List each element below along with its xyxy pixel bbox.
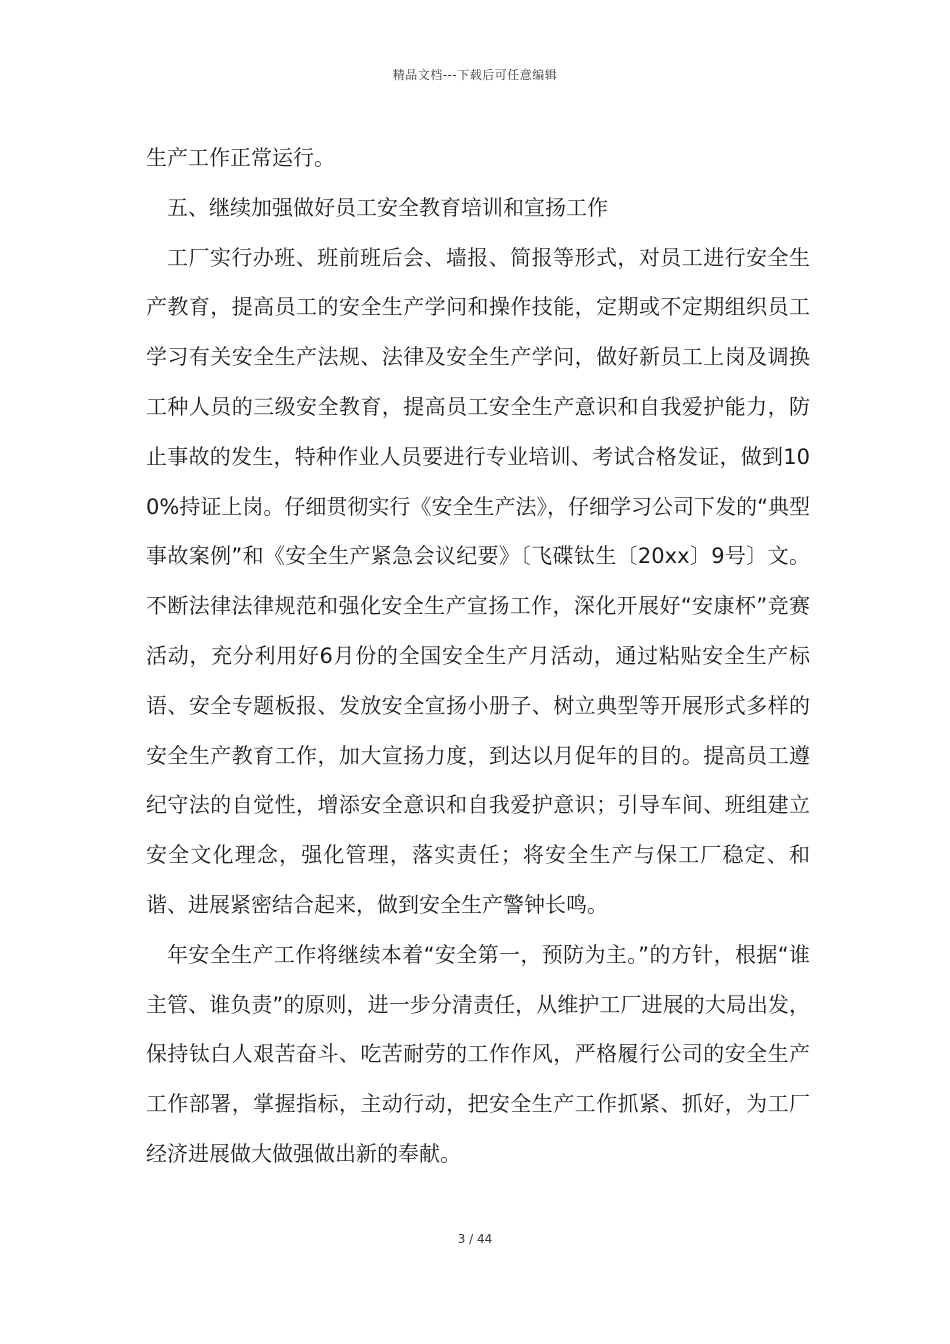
paragraph-training: 工厂实行办班、班前班后会、墙报、简报等形式，对员工进行安全生产教育，提高员工的安全生产学问和操作技能，定期或不定期组织员工学习有关安全生产法规、法律及安全生产学问，做好新员工上岗及调换工种人员的三级安全教育，提高员工安全生产意识和自我爱护能力，防止事故的发生，特种作业人员要进行专业培训、考试合格发证，做到100%持证上岗。仔细贯彻实行《安全生产法》，仔细学习公司下发的“典型事故案例”和《安全生产紧急会议纪要》〔飞碟钛生〔20xx〕9号〕文。不断法律法律规范和强化安全生产宣扬工作，深化开展好“安康杯”竞赛活动，充分利用好6月份的全国安全生产月活动，通过粘贴安全生产标语、安全专题板报、发放安全宣扬小册子、树立典型等开展形式多样的安全生产教育工作，加大宣扬力度，到达以月促年的目的。提高员工遵纪守法的自觉性，增添安全意识和自我爱护意识；引导车间、班组建立安全文化理念，强化管理，落实责任；将安全生产与保工厂稳定、和谐、进展紧密结合起来，做到安全生产警钟长鸣。 (146, 245, 810, 917)
document-body (146, 134, 810, 1180)
paragraph-outlook: 年安全生产工作将继续本着“安全第一，预防为主。”的方针，根据“谁主管、谁负责”的原则，进一步分清责任，从维护工厂进展的大局出发，保持钛白人艰苦奋斗、吃苦耐劳的工作作风，严格履行公司的安全生产工作部署，掌握指标，主动行动，把安全生产工作抓紧、抓好，为工厂经济进展做大做强做出新的奉献。 (146, 942, 810, 1166)
page-number: 3 / 44 (457, 1232, 493, 1246)
page-header: 精品文档---下载后可任意编辑 (392, 68, 558, 82)
paragraph-continuation: 生产工作正常运行。 (146, 146, 335, 170)
section-heading: 五、继续加强做好员工安全教育培训和宣扬工作 (167, 195, 608, 220)
